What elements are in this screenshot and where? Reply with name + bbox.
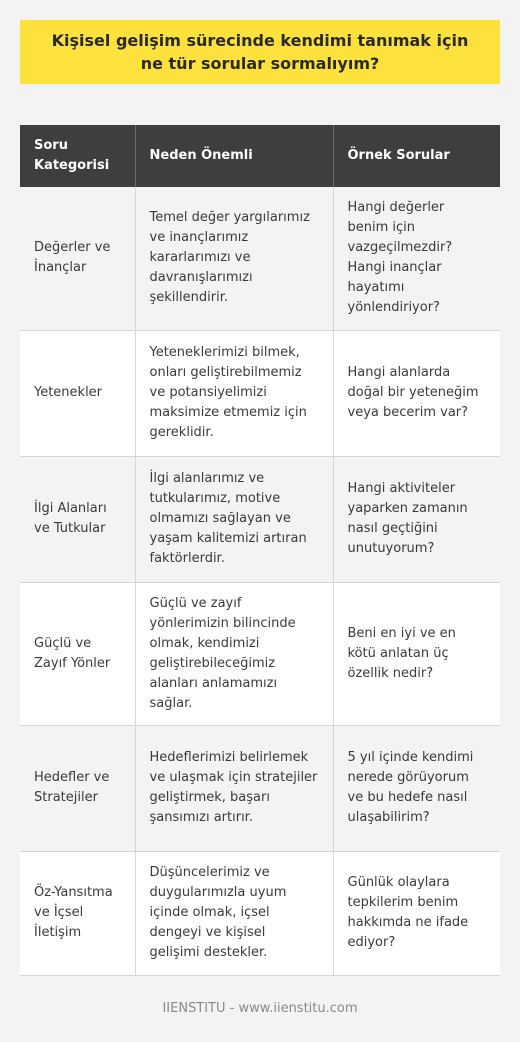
table-row	[20, 456, 500, 582]
row-category: İlgi Alanları ve Tutkular	[20, 456, 135, 582]
row-category: Hedefler ve Stratejiler	[20, 725, 135, 851]
row-examples: Hangi aktiviteler yaparken zamanın nasıl geçtiğini unutuyorum?	[333, 456, 500, 582]
header-why: Neden Önemli	[135, 125, 333, 187]
row-category: Değerler ve İnançlar	[20, 187, 135, 330]
table-header-row	[20, 125, 500, 187]
row-category: Öz-Yansıtma ve İçsel İletişim	[20, 851, 135, 975]
row-why: Düşüncelerimiz ve duygularımızla uyum içinde olmak, içsel dengeyi ve kişisel gelişimi destekler.	[135, 851, 333, 975]
title-banner	[20, 20, 500, 84]
table-row	[20, 725, 500, 851]
row-examples: Beni en iyi ve en kötü anlatan üç özellik nedir?	[333, 582, 500, 725]
row-why: Güçlü ve zayıf yönlerimizin bilincinde olmak, kendimizi geliştirebileceğimiz alanları anlamamızı sağlar.	[135, 582, 333, 725]
row-examples: Hangi alanlarda doğal bir yeteneğim veya becerim var?	[333, 330, 500, 456]
table-row	[20, 330, 500, 456]
header-examples: Örnek Sorular	[333, 125, 500, 187]
table-row	[20, 582, 500, 725]
questions-table	[20, 125, 500, 976]
footer-credit: IIENSTITU - www.iienstitu.com	[162, 1001, 358, 1016]
table-row	[20, 187, 500, 330]
row-why: Hedeflerimizi belirlemek ve ulaşmak için stratejiler geliştirmek, başarı şansımızı artırır.	[135, 725, 333, 851]
row-examples: Hangi değerler benim için vazgeçilmezdir? Hangi inançlar hayatımı yönlendiriyor?	[333, 187, 500, 330]
row-why: Temel değer yargılarımız ve inançlarımız kararlarımızı ve davranışlarımızı şekillendirir.	[135, 187, 333, 330]
row-category: Yetenekler	[20, 330, 135, 456]
row-why: İlgi alanlarımız ve tutkularımız, motive olmamızı sağlayan ve yaşam kalitemizi artıran faktörlerdir.	[135, 456, 333, 582]
table-row	[20, 851, 500, 975]
row-examples: 5 yıl içinde kendimi nerede görüyorum ve bu hedefe nasıl ulaşabilirim?	[333, 725, 500, 851]
page-title: Kişisel gelişim sürecinde kendimi tanımak için ne tür sorular sormalıyım?	[51, 31, 469, 73]
row-category: Güçlü ve Zayıf Yönler	[20, 582, 135, 725]
header-category: Soru Kategorisi	[20, 125, 135, 187]
row-why: Yeteneklerimizi bilmek, onları geliştirebilmemiz ve potansiyelimizi maksimize etmemiz için gereklidir.	[135, 330, 333, 456]
row-examples: Günlük olaylara tepkilerim benim hakkımda ne ifade ediyor?	[333, 851, 500, 975]
